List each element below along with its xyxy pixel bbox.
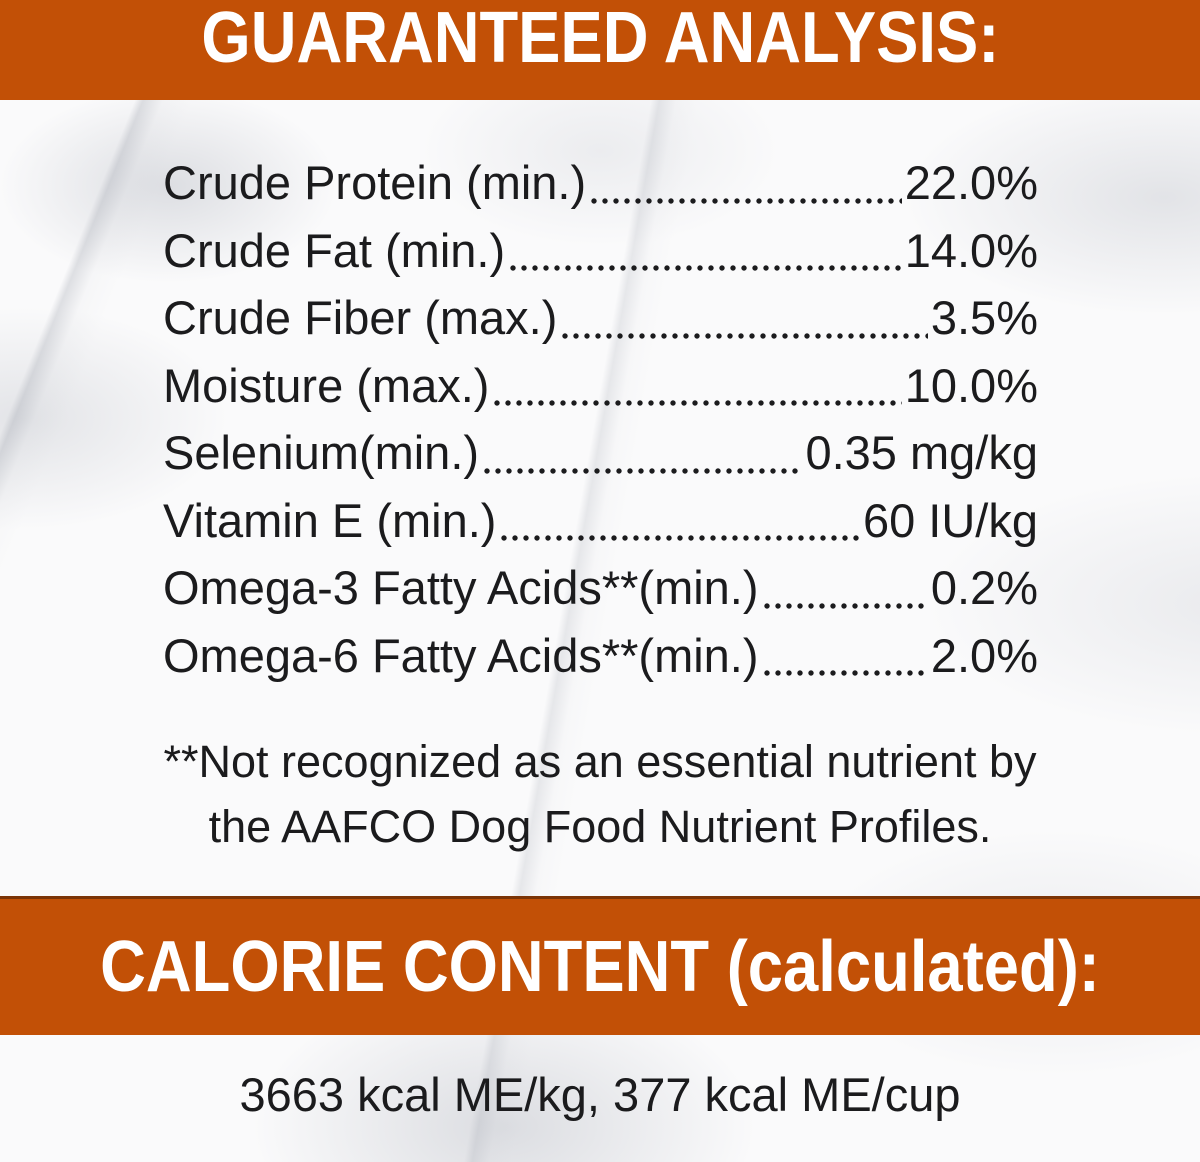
row-value: 2.0%	[930, 628, 1038, 682]
analysis-row-vitamin-e	[163, 487, 1038, 555]
row-value: 0.2%	[930, 561, 1038, 614]
dotted-leader	[560, 284, 928, 352]
row-label: Vitamin E (min.)	[163, 493, 497, 547]
row-value: 0.35 mg/kg	[805, 426, 1038, 479]
row-label: Crude Protein (min.)	[163, 156, 587, 209]
calorie-content-value: 3663 kcal ME/kg, 377 kcal ME/cup	[239, 1068, 961, 1121]
analysis-row-omega-6	[163, 622, 1038, 690]
aafco-footnote	[0, 729, 1200, 859]
footnote-line-2: the AAFCO Dog Food Nutrient Profiles.	[208, 801, 992, 852]
calorie-content-title: CALORIE CONTENT (calculated):	[100, 927, 1100, 1007]
dotted-leader	[482, 419, 802, 487]
dotted-leader	[762, 622, 928, 690]
dotted-leader	[499, 487, 860, 555]
row-label: Selenium(min.)	[163, 426, 480, 479]
row-label: Crude Fat (min.)	[163, 223, 506, 277]
guaranteed-analysis-title: GUARANTEED ANALYSIS:	[201, 0, 999, 78]
analysis-row-selenium	[163, 419, 1038, 487]
row-label: Crude Fiber (max.)	[163, 291, 558, 344]
calorie-content-banner	[0, 896, 1200, 1035]
analysis-table	[163, 149, 1038, 689]
row-label: Omega-3 Fatty Acids**(min.)	[163, 561, 759, 614]
footnote-line-1: **Not recognized as an essential nutrient by	[163, 736, 1037, 787]
analysis-row-omega-3	[163, 554, 1038, 622]
analysis-row-crude-fat	[163, 217, 1038, 285]
dotted-leader	[508, 217, 902, 285]
analysis-row-crude-fiber	[163, 284, 1038, 352]
analysis-row-crude-protein	[163, 149, 1038, 217]
analysis-row-moisture	[163, 352, 1038, 420]
dotted-leader	[589, 149, 902, 217]
row-label: Omega-6 Fatty Acids**(min.)	[163, 628, 759, 682]
dotted-leader	[762, 554, 928, 622]
guaranteed-analysis-banner	[0, 0, 1200, 100]
row-label: Moisture (max.)	[163, 358, 490, 412]
row-value: 14.0%	[904, 223, 1038, 277]
row-value: 22.0%	[904, 156, 1038, 209]
row-value: 60 IU/kg	[862, 493, 1038, 547]
row-value: 3.5%	[930, 291, 1038, 344]
dotted-leader	[492, 352, 901, 420]
row-value: 10.0%	[904, 358, 1038, 412]
